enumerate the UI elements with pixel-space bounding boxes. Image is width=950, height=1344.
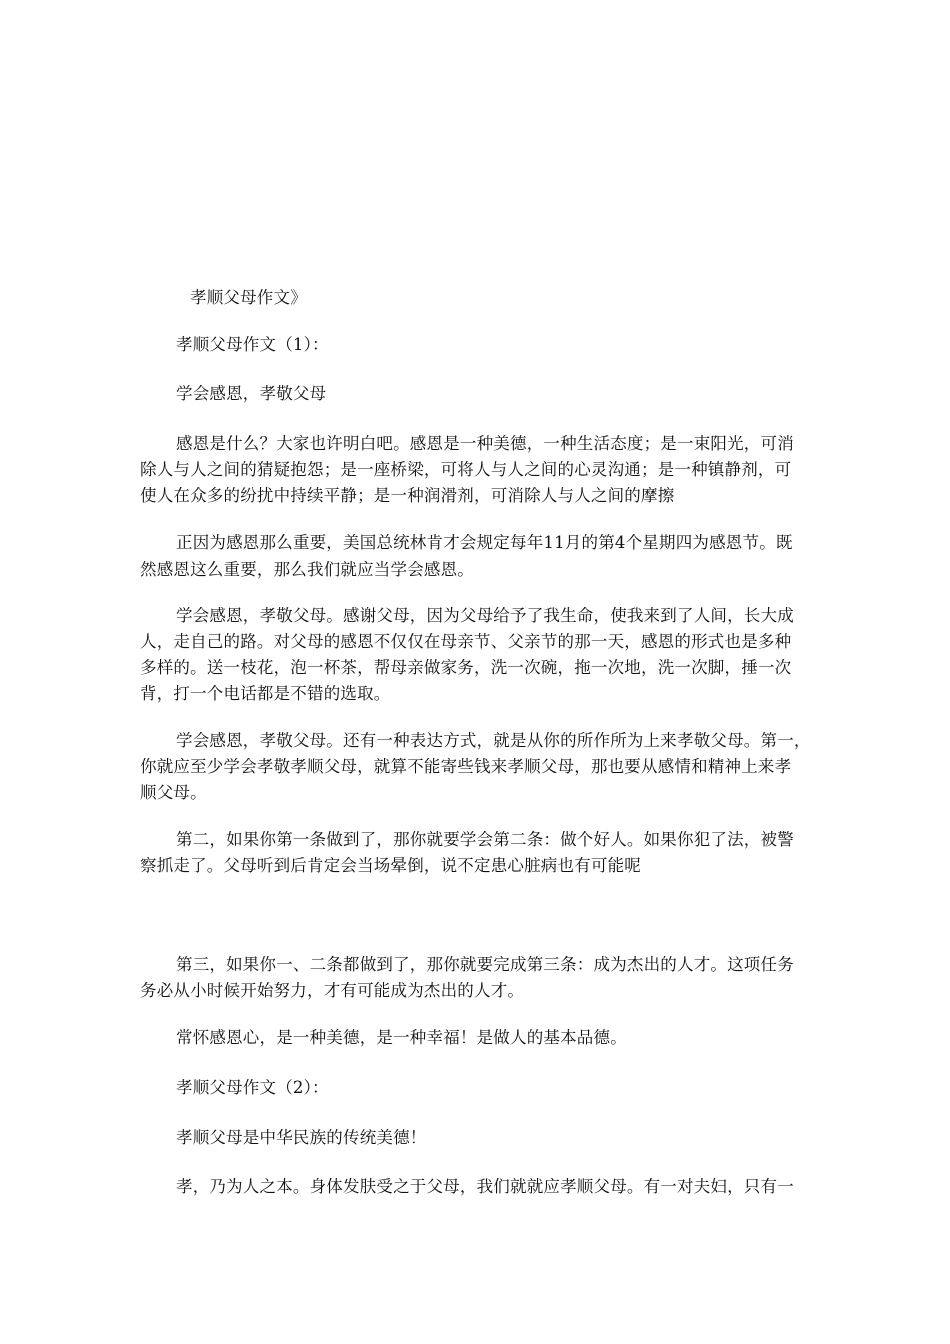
paragraph-1-line-3: 使人在众多的纷扰中持续平静；是一种润滑剂，可消除人与人之间的摩擦 bbox=[140, 486, 675, 505]
paragraph-3-line-1: 学会感恩，孝敬父母。感谢父母，因为父母给予了我生命，使我来到了人间，长大成 bbox=[176, 606, 794, 625]
paragraph-3-line-2: 人，走自己的路。对父母的感恩不仅仅在母亲节、父亲节的那一天，感恩的形式也是多种 bbox=[140, 632, 792, 651]
section-heading-2: 孝顺父母作文（2）： bbox=[176, 1078, 329, 1097]
section-heading-1: 孝顺父母作文（1）： bbox=[176, 335, 329, 354]
paragraph-8-line-1: 孝，乃为人之本。身体发肤受之于父母，我们就就应孝顺父母。有一对夫妇，只有一 bbox=[176, 1177, 794, 1196]
paragraph-3-line-3: 多样的。送一枝花，泡一杯茶，帮母亲做家务，洗一次碗，拖一次地，洗一次脚，捶一次 bbox=[140, 658, 792, 677]
paragraph-2-line-1: 正因为感恩那么重要，美国总统林肯才会规定每年11月的第4个星期四为感恩节。既 bbox=[176, 533, 793, 552]
paragraph-7: 常怀感恩心，是一种美德，是一种幸福！是做人的基本品德。 bbox=[176, 1028, 627, 1047]
document-title: 孝顺父母作文》 bbox=[190, 288, 307, 307]
paragraph-4-line-2: 你就应至少学会孝敬孝顺父母，就算不能寄些钱来孝顺父母，那也要从感情和精神上来孝 bbox=[140, 757, 792, 776]
paragraph-5-line-1: 第二，如果你第一条做到了，那你就要学会第二条：做个好人。如果你犯了法，被警 bbox=[176, 830, 794, 849]
paragraph-4-line-1: 学会感恩，孝敬父母。还有一种表达方式，就是从你的所作所为上来孝敬父母。第一， bbox=[176, 731, 811, 750]
paragraph-6-line-2: 务必从小时候开始努力，才有可能成为杰出的人才。 bbox=[140, 981, 525, 1000]
paragraph-5-line-2: 察抓走了。父母听到后肯定会当场晕倒，说不定患心脏病也有可能呢 bbox=[140, 856, 641, 875]
paragraph-3-line-4: 背，打一个电话都是不错的选取。 bbox=[140, 684, 391, 703]
essay-title-1: 学会感恩，孝敬父母 bbox=[176, 384, 327, 403]
paragraph-1-line-1: 感恩是什么？大家也许明白吧。感恩是一种美德，一种生活态度；是一束阳光，可消 bbox=[176, 434, 794, 453]
paragraph-2-line-2: 然感恩这么重要，那么我们就应当学会感恩。 bbox=[140, 560, 474, 579]
paragraph-4-line-3: 顺父母。 bbox=[140, 783, 207, 802]
essay-title-2: 孝顺父母是中华民族的传统美德！ bbox=[176, 1128, 427, 1147]
paragraph-1-line-2: 除人与人之间的猜疑抱怨；是一座桥梁，可将人与人之间的心灵沟通；是一种镇静剂，可 bbox=[140, 460, 792, 479]
paragraph-6-line-1: 第三，如果你一、二条都做到了，那你就要完成第三条：成为杰出的人才。这项任务 bbox=[176, 955, 794, 974]
